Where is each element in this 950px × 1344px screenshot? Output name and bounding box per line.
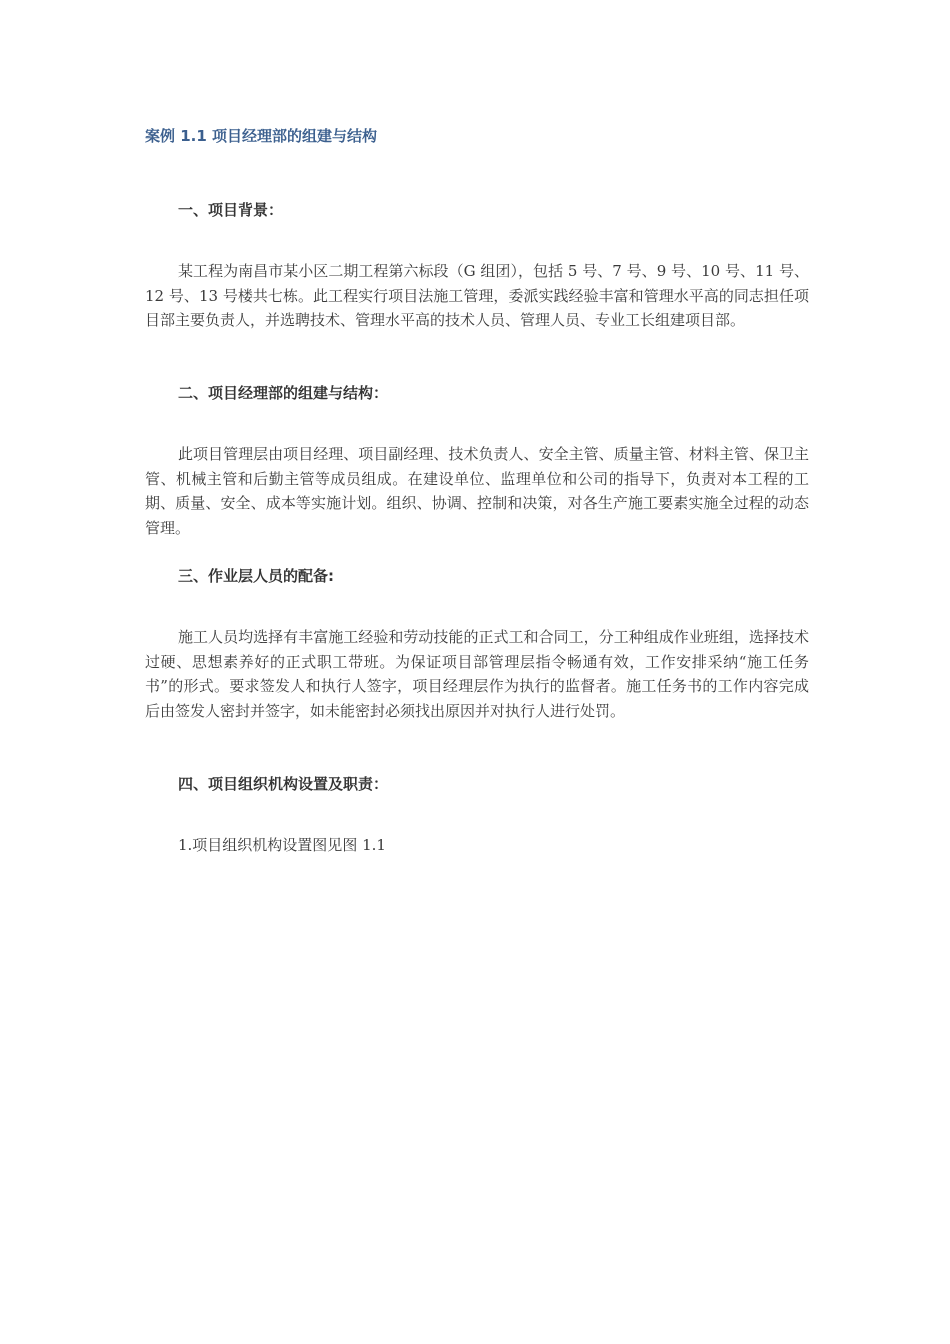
section-heading-staffing: 三、作业层人员的配备: <box>178 567 334 585</box>
section-body-staffing: 施工人员均选择有丰富施工经验和劳动技能的正式工和合同工，分工种组成作业班组，选择技术过硬、思想素养好的正式职工带班。为保证项目部管理层指令畅通有效，工作安排采纳“施工任务书”的形式。要求签发人和执行人签字，项目经理层作为执行的监督者。施工任务书的工作内容完成后由签发人密封并签字，如未能密封必须找出原因并对执行人进行处罚。 <box>145 628 809 720</box>
section-heading-background: 一、项目背景： <box>178 201 284 219</box>
document-title: 案例 1.1 项目经理部的组建与结构 <box>145 127 378 145</box>
section-body-background: 某工程为南昌市某小区二期工程第六标段（G 组团），包括 5 号、7 号、9 号、10 号、11 号、12 号、13 号楼共七栋。此工程实行项目法施工管理，委派实践经验丰富和管理水平高的同志担任项目部主要负责人，并选聘技术、管理水平高的技术人员、管理人员、专业工长组建项目部。 <box>145 262 809 329</box>
section-body-structure: 此项目管理层由项目经理、项目副经理、技术负责人、安全主管、质量主管、材料主管、保卫主管、机械主管和后勤主管等成员组成。在建设单位、监理单位和公司的指导下，负责对本工程的工期、质量、安全、成本等实施计划。组织、协调、控制和决策，对各生产施工要素实施全过程的动态管理。 <box>145 445 809 537</box>
section-heading-organization: 四、项目组织机构设置及职责： <box>178 775 389 793</box>
section-heading-structure: 二、项目经理部的组建与结构： <box>178 384 389 402</box>
organization-chart-reference: 1.项目组织机构设置图见图 1.1 <box>178 836 386 854</box>
